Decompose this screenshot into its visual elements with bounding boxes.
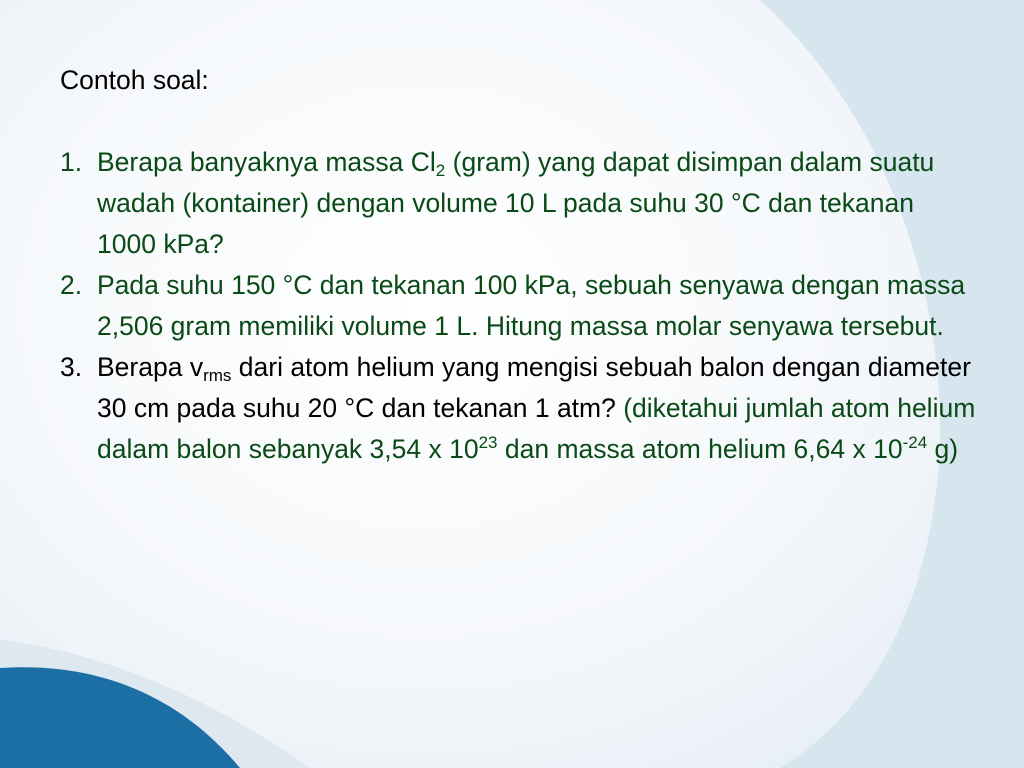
superscript: -24 [902,433,928,452]
question-item-2 [60,265,980,347]
slide-content [60,60,980,470]
hint-part: (diketahui jumlah atom helium dalam balon sebanyak 3,54 x 10 [97,393,976,464]
slide-title: Contoh soal: [60,65,209,95]
question-number: 1. [60,147,83,177]
subscript: rms [203,366,232,385]
question-list [60,142,980,470]
question-text: Pada suhu 150 °C dan tekanan 100 kPa, sebuah senyawa dengan massa 2,506 gram memiliki volume 1 L. Hitung massa molar senyawa tersebut. [97,270,966,341]
question-item-3 [60,347,980,470]
superscript: 23 [478,433,498,452]
question-item-1 [60,142,980,265]
question-text [97,347,980,470]
question-number: 3. [60,352,83,382]
question-text-part: Berapa v [97,352,204,382]
question-text [97,142,980,265]
hint-part: g) [927,434,959,464]
question-text-part: dari atom helium yang mengisi sebuah balon dengan diameter 30 cm pada suhu 20 °C dan tekanan 1 atm? [97,352,971,423]
question-number: 2. [60,270,83,300]
question-text-part: (gram) yang dapat disimpan dalam suatu wadah (kontainer) dengan volume 10 L pada suhu 30 °C dan tekanan 1000 kPa? [97,147,935,259]
question-text-part: Berapa banyaknya massa Cl [97,147,436,177]
subscript: 2 [435,161,446,180]
hint-part: dan massa atom helium 6,64 x 10 [497,434,903,464]
